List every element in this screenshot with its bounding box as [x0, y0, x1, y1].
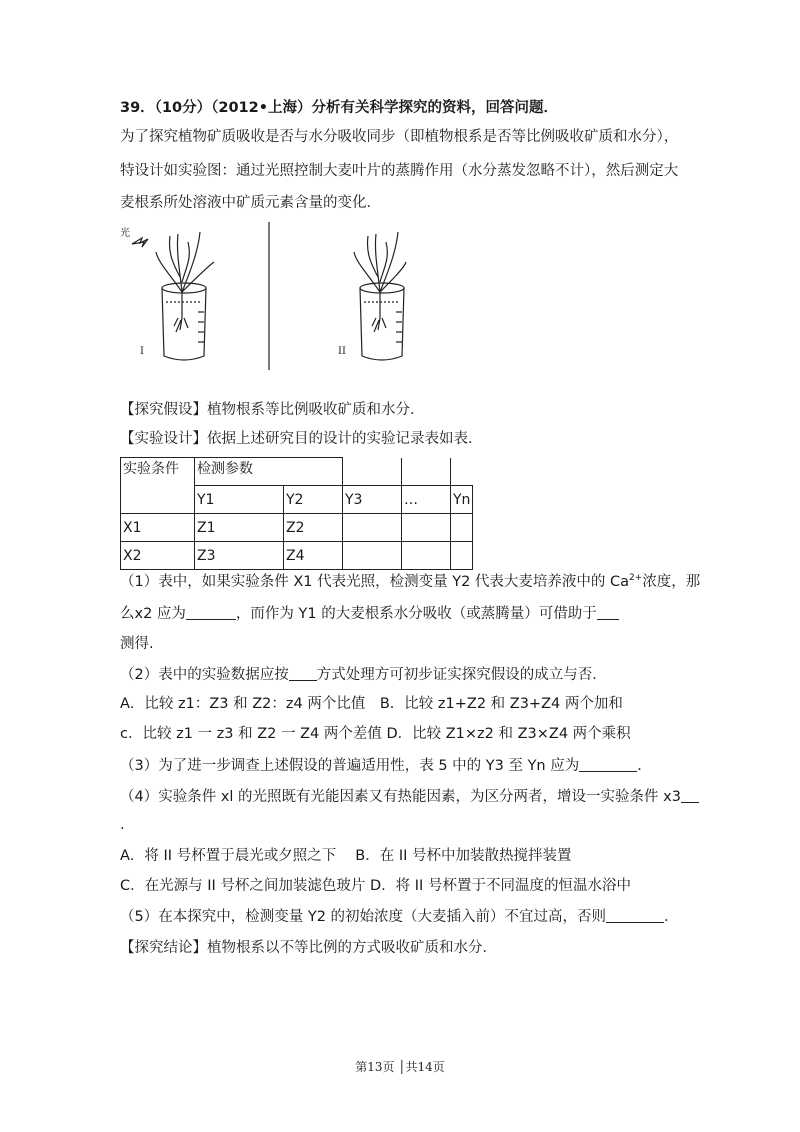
q5-line: （5）在本探究中，检测变量 Y2 的初始浓度（大麦插入前）不宜过高，否则 ． — [120, 909, 679, 925]
table-header-condition: 实验条件 — [121, 458, 195, 514]
table-row — [121, 514, 473, 542]
q4-period: . — [120, 817, 125, 833]
record-table — [120, 457, 473, 570]
q2-options-cd: c．比较 z1 一 z3 和 Z2 一 Z4 两个差值 D．比较 Z1×z2 和 Z3×Z4 两个乘积 — [120, 726, 631, 742]
answer-blank[interactable] — [597, 605, 619, 620]
answer-blank[interactable] — [186, 605, 236, 620]
table-cell: Z4 — [284, 542, 343, 570]
beaker-label-ii: II — [338, 346, 346, 357]
table-col-yn: Yn — [451, 486, 473, 514]
q1-line-3: 测得. — [120, 636, 154, 652]
table-row-label: X2 — [121, 542, 195, 570]
q2-line: （2）表中的实验数据应按 方式处理方可初步证实探究假设的成立与否． — [120, 667, 607, 683]
q2-options-ab: A．比较 z1：Z3 和 Z2：z4 两个比值 B．比较 z1+Z2 和 Z3+Z4 两个加和 — [120, 696, 623, 712]
light-symbol-icon — [132, 238, 148, 247]
table-cell: Z3 — [195, 542, 284, 570]
answer-blank[interactable] — [681, 788, 699, 803]
answer-blank[interactable] — [579, 757, 637, 772]
table-header-params: 检测参数 — [195, 458, 343, 486]
intro-line-2: 特设计如实验图：通过光照控制大麦叶片的蒸腾作用（水分蒸发忽略不计），然后测定大 — [120, 163, 679, 179]
q1-line-2: 么x2 应为 ，而作为 Y1 的大麦根系水分吸收（或蒸腾量）可借助于 — [120, 604, 619, 624]
q1-line-1: （1）表中，如果实验条件 X1 代表光照，检测变量 Y2 代表大麦培养液中的 $Ca^{2+}$浓度，那 — [120, 573, 701, 590]
table-row-label: X1 — [121, 514, 195, 542]
table-col-ellipsis: … — [402, 486, 451, 514]
light-label: 光 — [120, 228, 130, 239]
q4-options-cd: C．在光源与 II 号杯之间加装滤色玻片 D．将 II 号杯置于不同温度的恒温水浴中 — [120, 878, 631, 894]
table-col-y3: Y3 — [343, 486, 402, 514]
design: 【实验设计】依据上述研究目的设计的实验记录表如表． — [120, 431, 483, 447]
page-footer: 第13页 │共14页 — [355, 1060, 445, 1074]
intro-line-3: 麦根系所处溶液中矿质元素含量的变化． — [120, 195, 381, 211]
table-cell: Z1 — [195, 514, 284, 542]
q4-options-ab: A．将 II 号杯置于晨光或夕照之下 B．在 II 号杯中加装散热搅拌装置 — [120, 848, 572, 864]
table-col-y2: Y2 — [284, 486, 343, 514]
experiment-figure — [118, 222, 408, 372]
answer-blank[interactable] — [606, 908, 664, 923]
table-row — [121, 542, 473, 570]
table-header-row — [121, 458, 473, 486]
question-header: 39．（10分）（2012•上海）分析有关科学探究的资料，回答问题． — [120, 100, 558, 116]
q3-line: （3）为了进一步调查上述假设的普遍适用性，表 5 中的 Y3 至 Yn 应为 ． — [120, 758, 652, 774]
beaker-ii — [354, 232, 406, 360]
intro-line-1: 为了探究植物矿质吸收是否与水分吸收同步（即植物根系是否等比例吸收矿质和水分）， — [120, 129, 679, 145]
conclusion: 【探究结论】植物根系以不等比例的方式吸收矿质和水分． — [120, 940, 497, 956]
hypothesis: 【探究假设】植物根系等比例吸收矿质和水分． — [120, 402, 425, 418]
table-cell: Z2 — [284, 514, 343, 542]
answer-blank[interactable] — [289, 666, 317, 681]
beaker-i — [156, 232, 214, 360]
table-col-y1: Y1 — [195, 486, 284, 514]
beaker-label-i: I — [140, 346, 144, 357]
q4-line: （4）实验条件 xl 的光照既有光能因素又有热能因素，为区分两者，增设一实验条件 x3 — [120, 787, 699, 807]
